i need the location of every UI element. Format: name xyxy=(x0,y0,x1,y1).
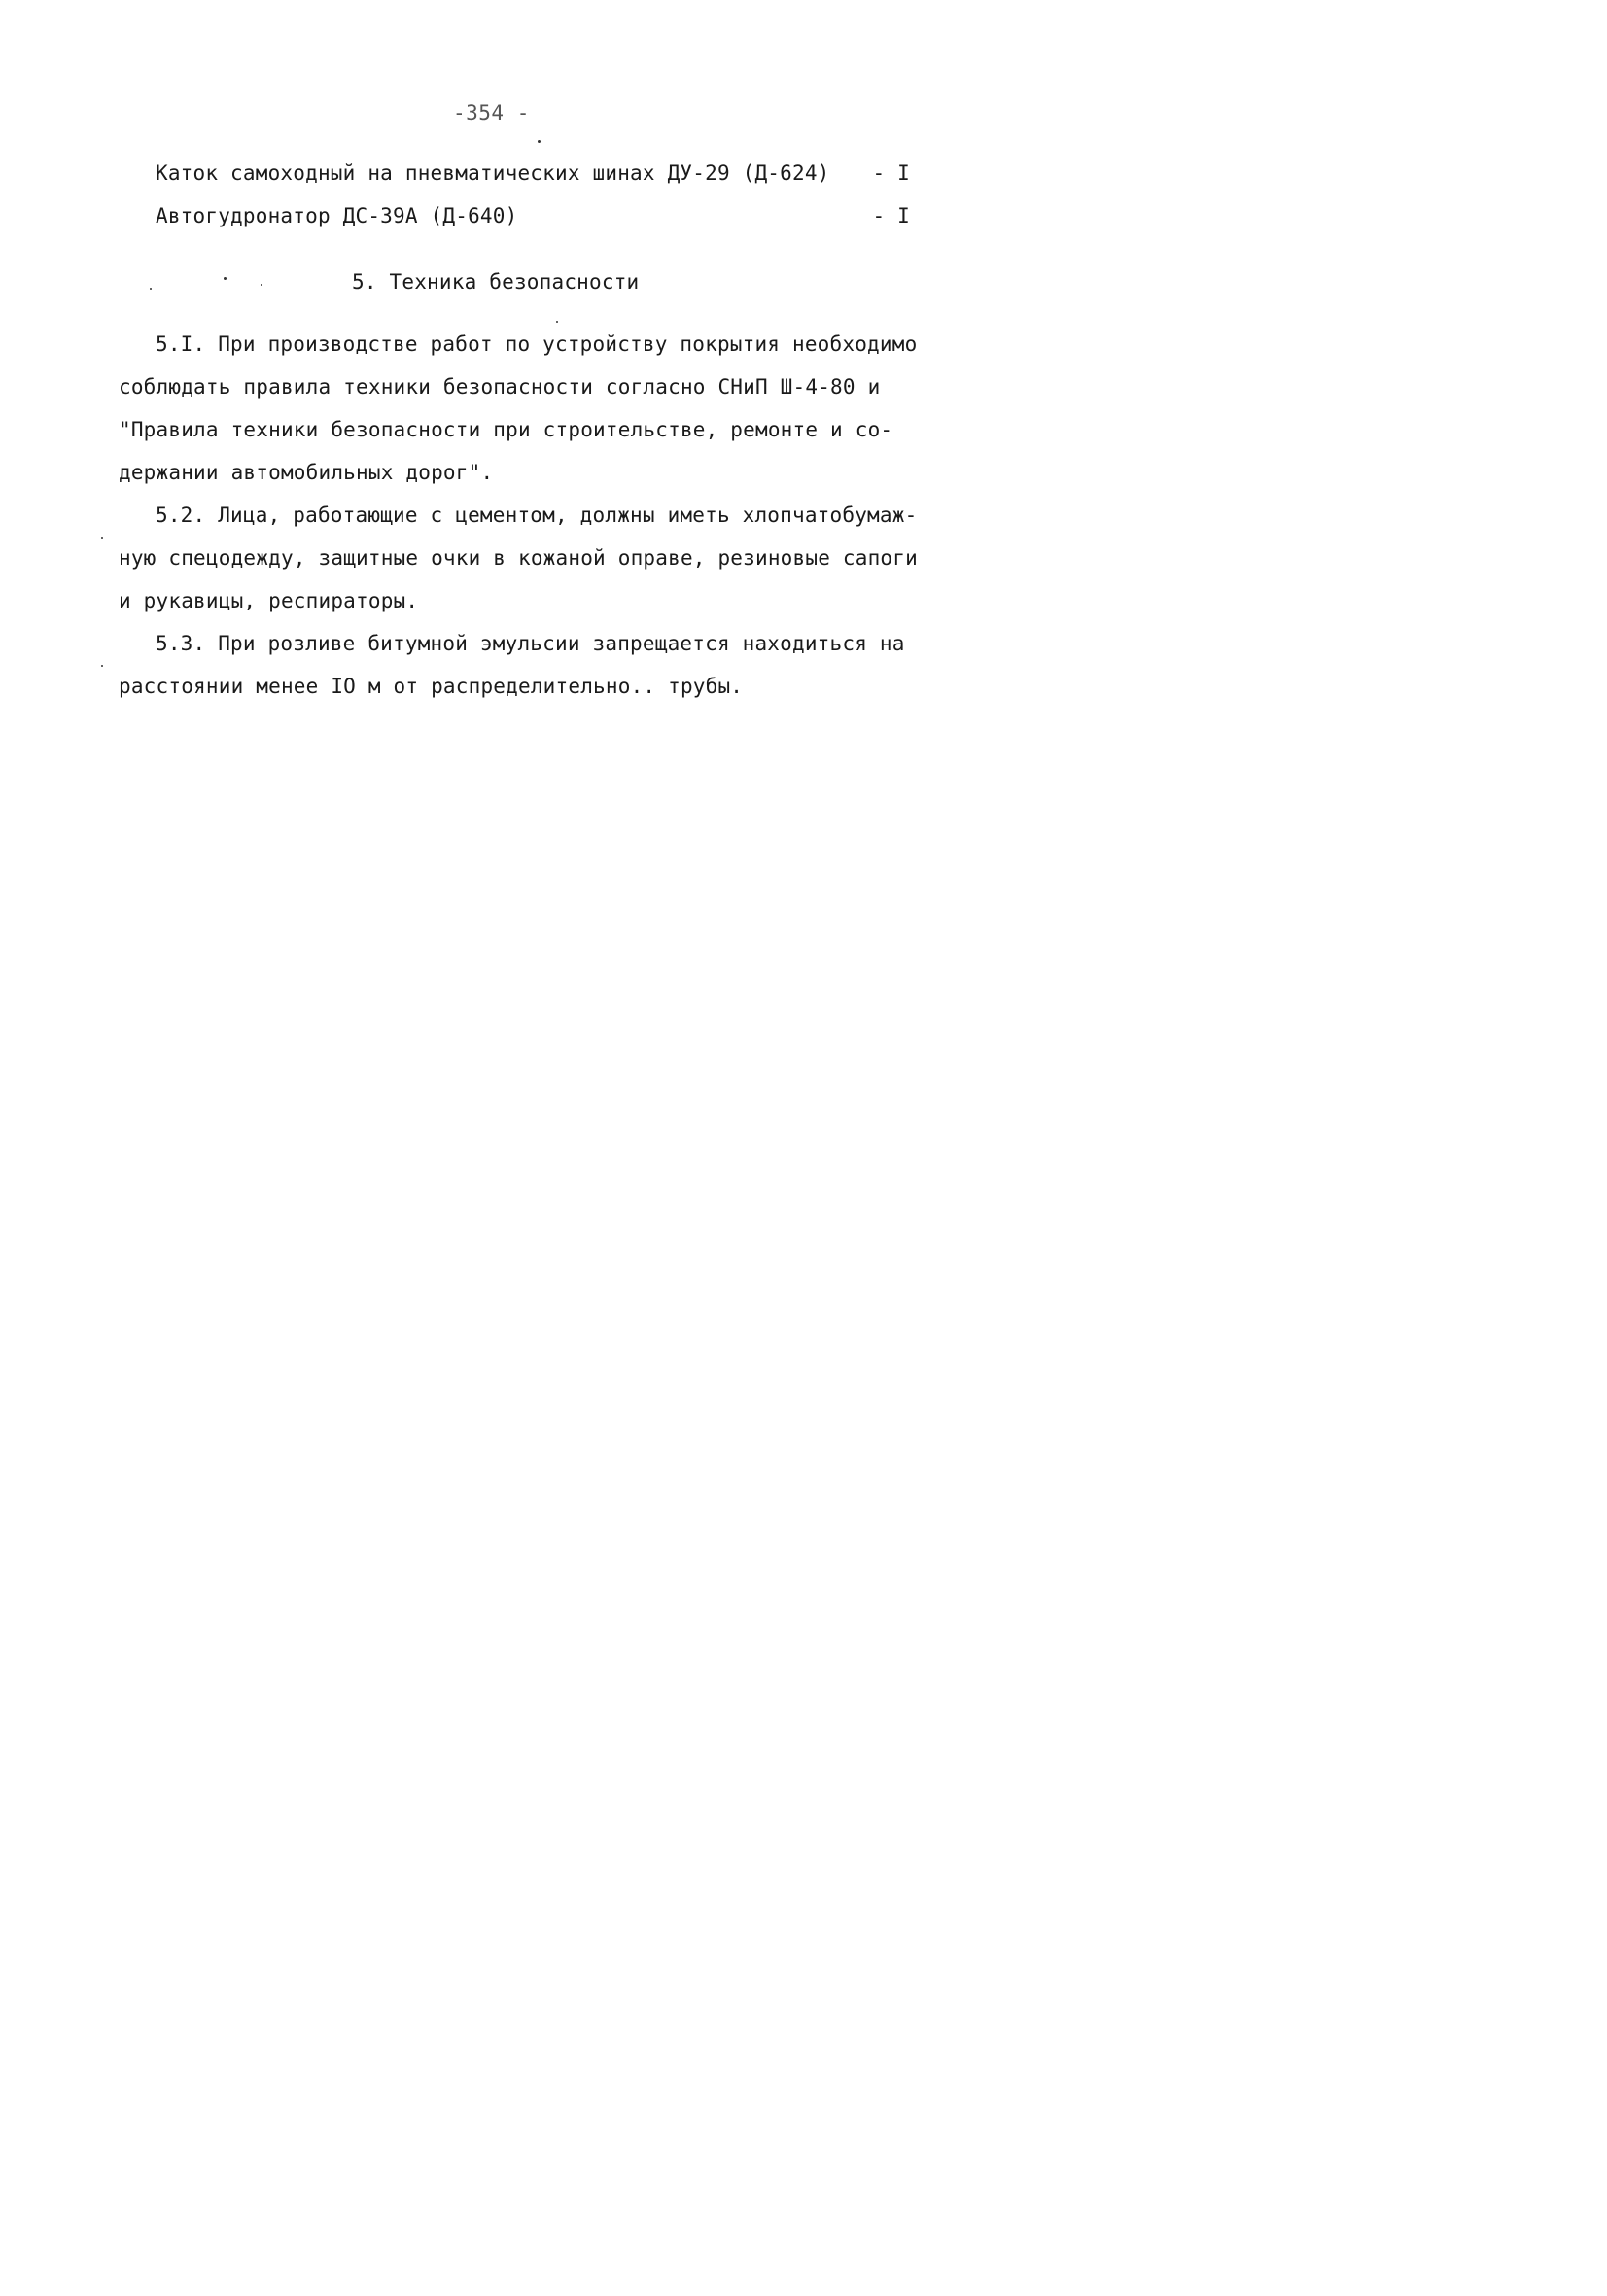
equipment-name: Автогудронатор ДС-39А (Д-640) xyxy=(156,204,518,227)
paragraph-line: 5.3. При розливе битумной эмульсии запрещается находиться на xyxy=(156,632,905,655)
paragraph-line: 5.2. Лица, работающие с цементом, должны иметь хлопчатобумаж- xyxy=(156,504,918,527)
paragraph-line: ную спецодежду, защитные очки в кожаной оправе, резиновые сапоги xyxy=(119,546,918,570)
equipment-quantity: - I xyxy=(872,204,910,227)
equipment-quantity: - I xyxy=(872,161,910,185)
scan-speck xyxy=(150,288,152,290)
scan-speck xyxy=(261,284,262,286)
scan-speck xyxy=(538,140,541,143)
paragraph-line: 5.I. При производстве работ по устройству покрытия необходимо xyxy=(156,332,918,356)
paragraph-line: и рукавицы, респираторы. xyxy=(119,589,419,612)
equipment-name: Каток самоходный на пневматических шинах ДУ-29 (Д-624) xyxy=(156,161,830,185)
paragraph-line: расстоянии менее IO м от распределительно.. трубы. xyxy=(119,675,744,698)
section-heading: 5. Техника безопасности xyxy=(352,270,640,294)
scan-speck xyxy=(101,665,103,667)
page-number: -354 - xyxy=(453,101,530,124)
scan-speck xyxy=(101,537,103,539)
paragraph-line: соблюдать правила техники безопасности согласно СНиП Ш-4-80 и xyxy=(119,375,881,399)
paragraph-line: держании автомобильных дорог". xyxy=(119,461,494,484)
document-page xyxy=(0,0,1071,1516)
equipment-row xyxy=(156,159,910,187)
scan-speck xyxy=(556,321,558,323)
equipment-row xyxy=(156,202,910,229)
paragraph-line: "Правила техники безопасности при строительстве, ремонте и со- xyxy=(119,418,893,441)
scan-speck xyxy=(224,277,227,280)
